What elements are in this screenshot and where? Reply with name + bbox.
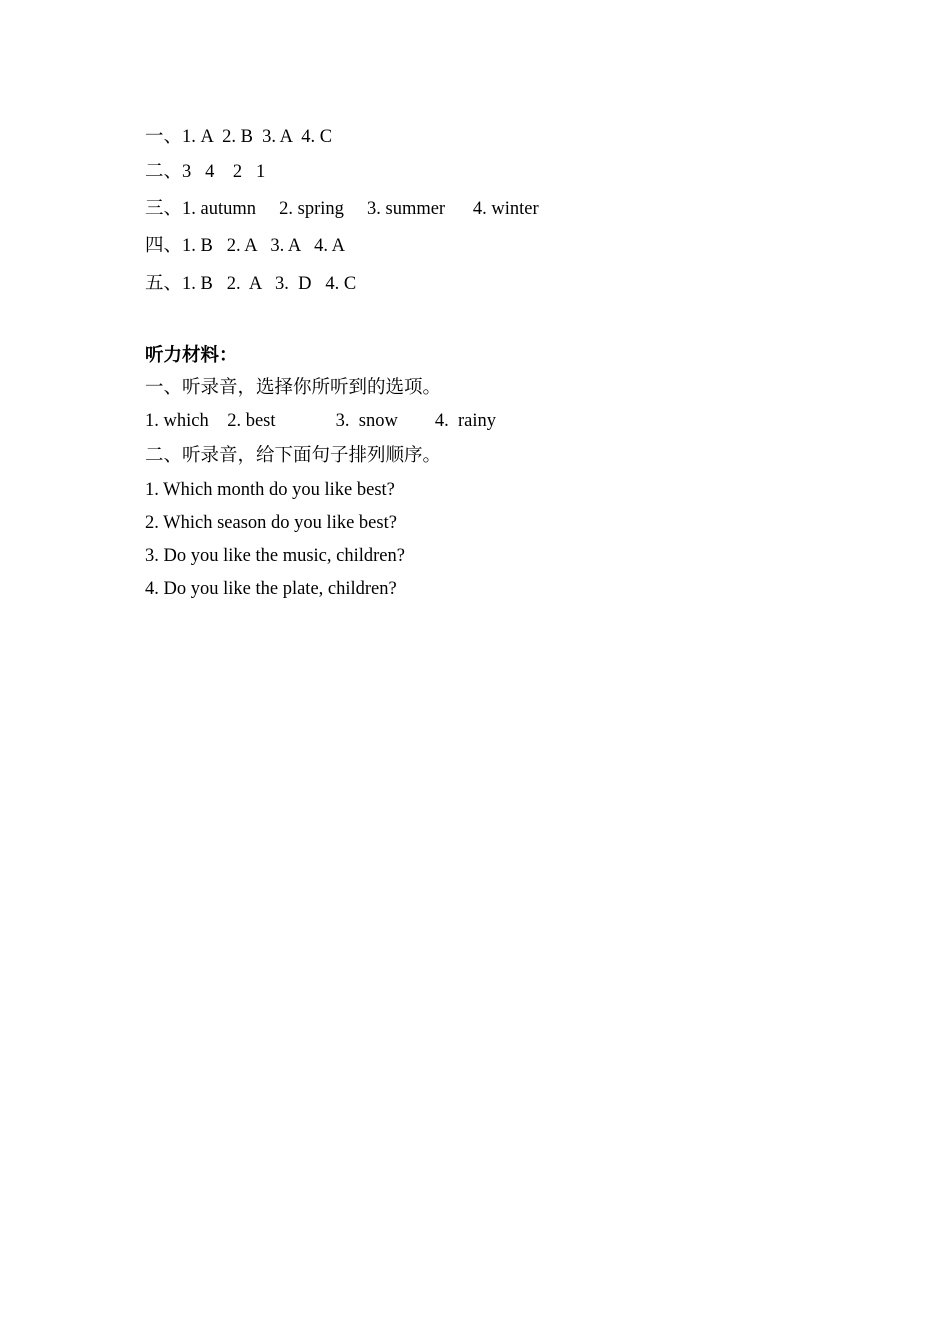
answer-line-2: 二、3 4 2 1 — [145, 162, 266, 182]
answer-line-4: 四、1. B 2. A 3. A 4. A — [145, 236, 345, 256]
listening-heading: 听力材料： — [145, 346, 238, 366]
listening-sentence-4: 4. Do you like the plate, children? — [145, 579, 397, 599]
listening-sentence-2: 2. Which season do you like best? — [145, 513, 397, 533]
answer-line-3: 三、1. autumn 2. spring 3. summer 4. winter — [145, 199, 539, 219]
listening-sentence-1: 1. Which month do you like best? — [145, 480, 395, 500]
answer-line-1: 一、1. A 2. B 3. A 4. C — [145, 127, 333, 147]
listening-part1-title: 一、听录音，选择你所听到的选项。 — [145, 378, 442, 398]
listening-part1-items: 1. which 2. best 3. snow 4. rainy — [145, 411, 496, 431]
answer-line-5: 五、1. B 2. A 3. D 4. C — [145, 274, 357, 294]
listening-part2-title: 二、听录音，给下面句子排列顺序。 — [145, 446, 442, 466]
listening-sentence-3: 3. Do you like the music, children? — [145, 546, 405, 566]
